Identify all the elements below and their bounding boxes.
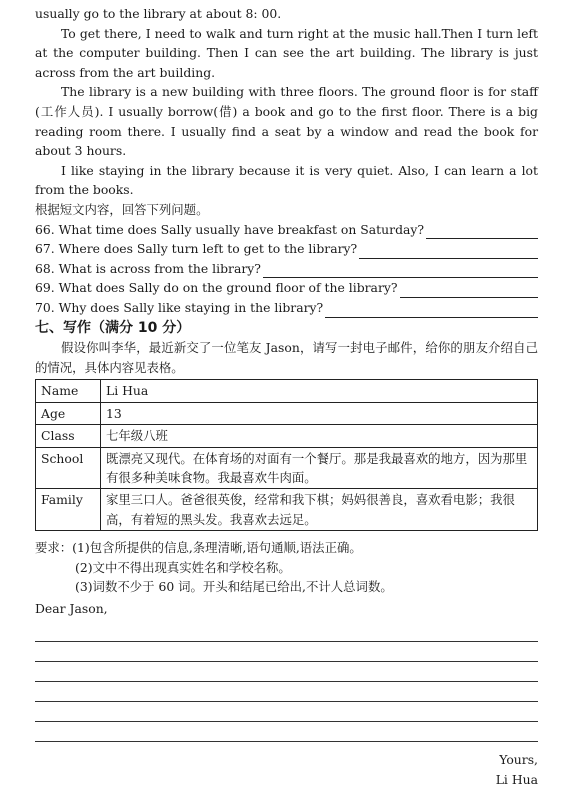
question-item bbox=[35, 278, 538, 298]
info-table bbox=[35, 379, 538, 531]
requirement-text: (1)包含所提供的信息,条理清晰,语句通顺,语法正确。 bbox=[72, 540, 362, 556]
section-title: 七、写作（满分 10 分） bbox=[35, 319, 191, 336]
passage-paragraph: I like staying in the library because it is very quiet. Also, I can learn a lot from the books. bbox=[35, 162, 538, 198]
table-value: 七年级八班 bbox=[101, 425, 538, 447]
requirement-text: (2)文中不得出现真实姓名和学校名称。 bbox=[75, 559, 291, 575]
table-key: Name bbox=[36, 380, 101, 402]
writing-line[interactable] bbox=[35, 702, 538, 722]
requirement-line bbox=[35, 538, 538, 558]
table-row bbox=[36, 489, 538, 531]
writing-area[interactable] bbox=[35, 622, 538, 742]
writing-line[interactable] bbox=[35, 722, 538, 742]
table-key: Age bbox=[36, 402, 101, 424]
requirement-text: (3)词数不少于 60 词。开头和结尾已给出,不计人总词数。 bbox=[75, 579, 393, 595]
question-instruction: 根据短文内容，回答下列问题。 bbox=[35, 201, 209, 217]
question-text: 68. What is across from the library? bbox=[35, 260, 261, 276]
answer-blank[interactable] bbox=[400, 283, 538, 298]
answer-blank[interactable] bbox=[325, 303, 538, 318]
question-text: 69. What does Sally do on the ground floor of the library? bbox=[35, 280, 398, 296]
passage-line: usually go to the library at about 8: 00. bbox=[35, 6, 282, 21]
exam-page bbox=[35, 4, 538, 790]
question-text: 66. What time does Sally usually have breakfast on Saturday? bbox=[35, 221, 425, 237]
question-item bbox=[35, 239, 538, 259]
letter-greeting: Dear Jason, bbox=[35, 600, 108, 616]
letter-signoff bbox=[35, 750, 538, 790]
answer-blank[interactable] bbox=[263, 263, 538, 278]
answer-blank[interactable] bbox=[359, 244, 538, 259]
table-key: School bbox=[36, 447, 101, 489]
writing-line[interactable] bbox=[35, 662, 538, 682]
table-value: Li Hua bbox=[101, 380, 538, 402]
question-text: 70. Why does Sally like staying in the library? bbox=[35, 299, 324, 315]
table-row bbox=[36, 380, 538, 402]
letter-signature: Li Hua bbox=[495, 771, 538, 787]
answer-blank[interactable] bbox=[426, 224, 538, 239]
writing-line[interactable] bbox=[35, 682, 538, 702]
question-item bbox=[35, 298, 538, 318]
table-row bbox=[36, 425, 538, 447]
question-text: 67. Where does Sally turn left to get to the library? bbox=[35, 241, 358, 257]
table-row bbox=[36, 402, 538, 424]
question-item bbox=[35, 259, 538, 279]
reading-passage bbox=[35, 4, 538, 200]
table-row bbox=[36, 447, 538, 489]
table-value: 13 bbox=[101, 402, 538, 424]
writing-line[interactable] bbox=[35, 622, 538, 642]
question-item bbox=[35, 220, 538, 240]
letter-closing: Yours, bbox=[499, 751, 538, 767]
table-value: 既漂亮又现代。在体育场的对面有一个餐厅。那是我最喜欢的地方，因为那里有很多种美味食物。我最喜欢牛肉面。 bbox=[101, 447, 538, 489]
writing-prompt: 假设你叫李华，最近新交了一位笔友 Jason，请写一封电子邮件，给你的朋友介绍自己的情况，具体内容见表格。 bbox=[35, 340, 538, 375]
passage-paragraph: The library is a new building with three floors. The ground floor is for staff (工作人员). I usually borrow(借) a book and go to the first floor. There is a big reading room there. I usually find a seat by a window and read the book for about 3 hours. bbox=[35, 84, 538, 159]
table-key: Class bbox=[36, 425, 101, 447]
requirements bbox=[35, 538, 538, 597]
writing-line[interactable] bbox=[35, 642, 538, 662]
requirements-label: 要求： bbox=[35, 540, 73, 556]
table-value: 家里三口人。爸爸很英俊，经常和我下棋；妈妈很善良，喜欢看电影；我很高，有着短的黑头发。我喜欢去远足。 bbox=[101, 489, 538, 531]
question-list bbox=[35, 220, 538, 318]
passage-paragraph: To get there, I need to walk and turn right at the music hall.Then I turn left at the computer building. Then I can see the art building. The library is just across from the art building. bbox=[35, 25, 538, 80]
table-key: Family bbox=[36, 489, 101, 531]
